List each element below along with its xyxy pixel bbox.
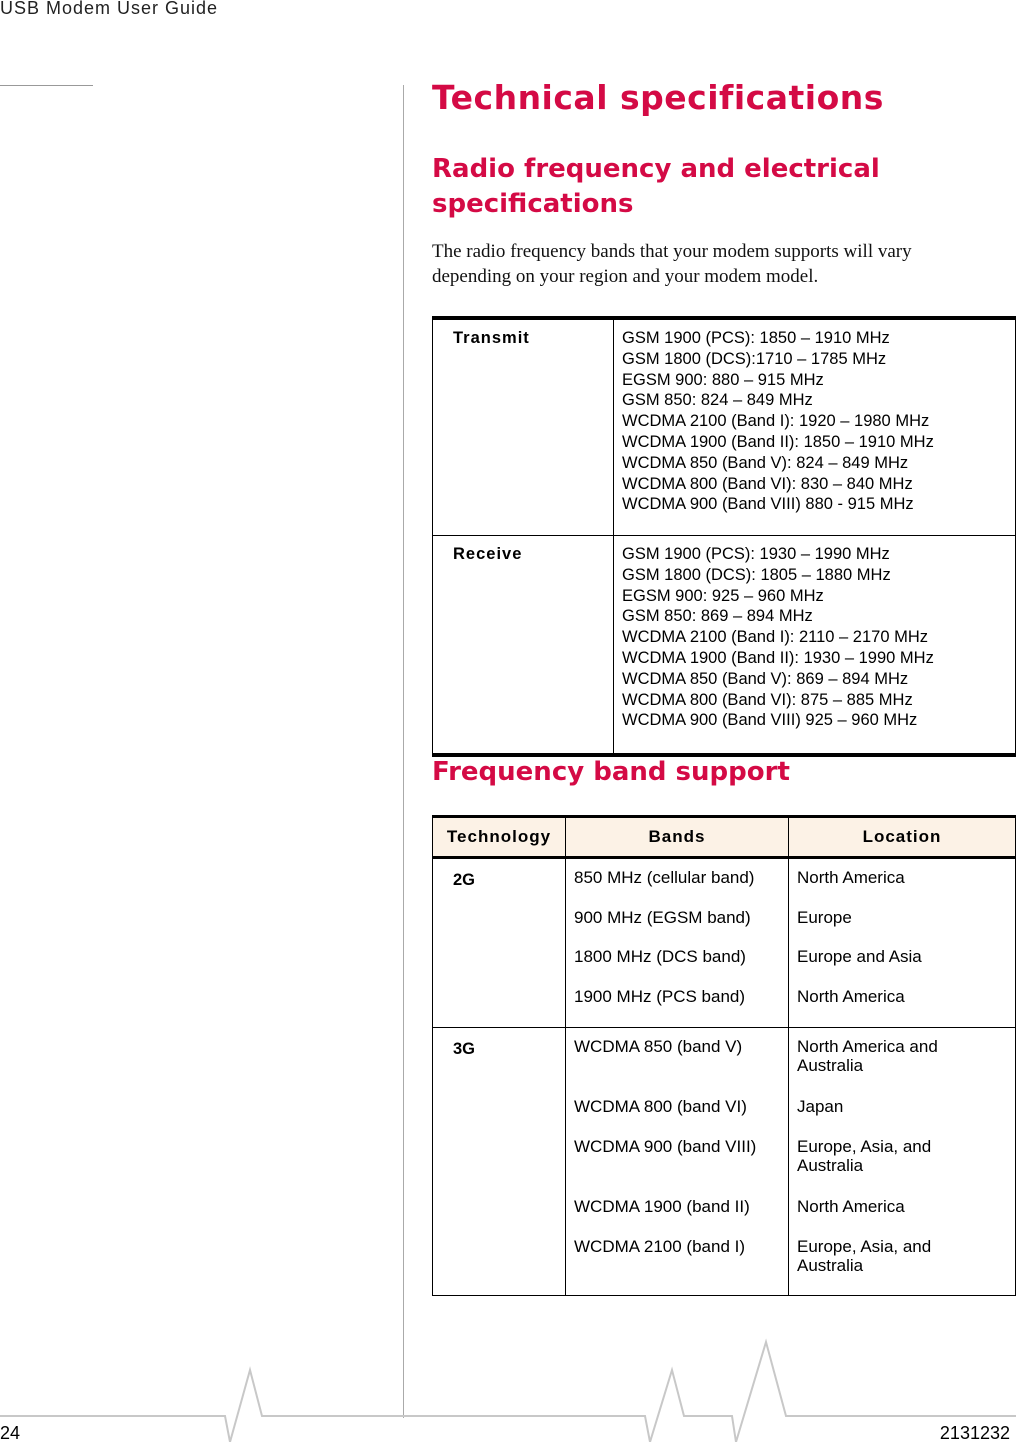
left-margin-rule — [0, 85, 93, 86]
bands-cell — [566, 1028, 789, 1296]
rf-specifications-table — [432, 316, 1016, 757]
rf-value: GSM 850: 869 – 894 MHz — [622, 607, 813, 626]
rf-row-values — [614, 536, 1016, 756]
band-value: WCDMA 800 (band VI) — [574, 1097, 747, 1116]
column-divider — [403, 85, 404, 1418]
rf-value: EGSM 900: 880 – 915 MHz — [622, 370, 824, 389]
section-title-rf: Radio frequency and electrical specifications — [432, 154, 880, 219]
table-row — [433, 318, 1016, 536]
frequency-band-table — [432, 815, 1016, 1296]
running-header: USB Modem User Guide — [0, 0, 219, 18]
band-value: 1900 MHz (PCS band) — [574, 987, 746, 1006]
location-value: Japan — [797, 1097, 844, 1116]
technology-cell: 3G — [433, 1028, 566, 1296]
rf-intro-paragraph: The radio frequency bands that your modem supports will vary depending on your region and your modem model. — [432, 241, 912, 287]
location-value: Europe, Asia, and Australia — [797, 1137, 932, 1175]
bands-cell — [566, 858, 789, 1028]
location-value: North America — [797, 987, 905, 1006]
band-value: WCDMA 2100 (band I) — [574, 1237, 746, 1256]
rf-value: GSM 1900 (PCS): 1930 – 1990 MHz — [622, 545, 890, 563]
band-value: 900 MHz (EGSM band) — [574, 908, 751, 927]
rf-row-label: Transmit — [433, 318, 614, 536]
rf-value: WCDMA 850 (Band V): 869 – 894 MHz — [622, 669, 909, 688]
location-value: Europe and Asia — [797, 947, 922, 966]
table-row — [433, 1028, 1016, 1296]
table-row — [433, 858, 1016, 1028]
page-number: 24 — [0, 1423, 21, 1443]
rf-value: WCDMA 2100 (Band I): 2110 – 2170 MHz — [622, 628, 929, 647]
rf-value: WCDMA 2100 (Band I): 1920 – 1980 MHz — [622, 412, 930, 431]
band-value: WCDMA 900 (band VIII) — [574, 1137, 757, 1156]
rf-row-values — [614, 318, 1016, 536]
table-header-row — [433, 817, 1016, 858]
rf-value: WCDMA 1900 (Band II): 1930 – 1990 MHz — [622, 648, 934, 667]
rf-value: GSM 1800 (DCS): 1805 – 1880 MHz — [622, 565, 891, 584]
band-value: WCDMA 850 (band V) — [574, 1037, 743, 1056]
location-value: North America — [797, 1197, 905, 1216]
location-value: Europe, Asia, and Australia — [797, 1237, 932, 1275]
rf-value: GSM 1900 (PCS): 1850 – 1910 MHz — [622, 329, 890, 347]
table-row — [433, 536, 1016, 756]
rf-value: WCDMA 900 (Band VIII) 925 – 960 MHz — [622, 711, 918, 730]
rf-value: WCDMA 850 (Band V): 824 – 849 MHz — [622, 453, 909, 472]
section-title-frequency-band: Frequency band support — [432, 757, 790, 787]
location-cell — [789, 1028, 1016, 1296]
column-header-bands: Bands — [566, 817, 789, 858]
location-value: North America and Australia — [797, 1037, 938, 1075]
rf-value: EGSM 900: 925 – 960 MHz — [622, 586, 824, 605]
rf-value: GSM 850: 824 – 849 MHz — [622, 391, 813, 410]
rf-value: WCDMA 800 (Band VI): 875 – 885 MHz — [622, 690, 913, 709]
location-value: Europe — [797, 908, 852, 927]
page-title: Technical specifications — [432, 78, 884, 117]
technology-cell: 2G — [433, 858, 566, 1028]
column-header-technology: Technology — [433, 817, 566, 858]
heartbeat-decoration — [0, 1330, 1016, 1442]
band-value: 850 MHz (cellular band) — [574, 868, 755, 887]
location-cell — [789, 858, 1016, 1028]
rf-value: WCDMA 900 (Band VIII) 880 - 915 MHz — [622, 495, 914, 514]
band-value: 1800 MHz (DCS band) — [574, 947, 746, 966]
document-number: 2131232 — [939, 1423, 1010, 1443]
band-value: WCDMA 1900 (band II) — [574, 1197, 750, 1216]
rf-value: WCDMA 1900 (Band II): 1850 – 1910 MHz — [622, 432, 934, 451]
rf-value: GSM 1800 (DCS):1710 – 1785 MHz — [622, 349, 887, 368]
rf-value: WCDMA 800 (Band VI): 830 – 840 MHz — [622, 474, 913, 493]
rf-row-label: Receive — [433, 536, 614, 756]
column-header-location: Location — [789, 817, 1016, 858]
location-value: North America — [797, 868, 905, 887]
